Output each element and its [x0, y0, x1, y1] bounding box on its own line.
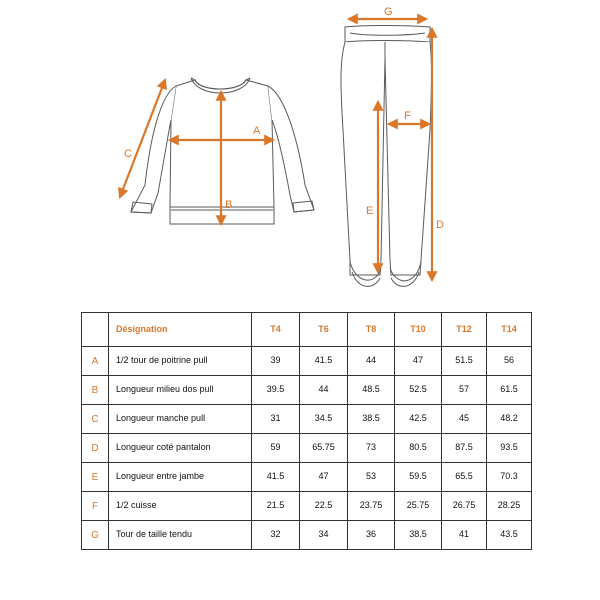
- label-e: E: [366, 205, 374, 217]
- header-size-t4: T4: [252, 313, 300, 347]
- header-size-t12: T12: [442, 313, 487, 347]
- row-value-t12: 26.75: [442, 492, 487, 521]
- row-value-t4: 21.5: [252, 492, 300, 521]
- table-header-row: [82, 313, 532, 347]
- header-letter-cell: [82, 313, 109, 347]
- trousers-drawing: [341, 26, 432, 287]
- row-value-t4: 59: [252, 434, 300, 463]
- row-value-t8: 48.5: [348, 376, 395, 405]
- row-value-t12: 51.5: [442, 347, 487, 376]
- row-value-t4: 32: [252, 521, 300, 550]
- row-value-t6: 65.75: [300, 434, 348, 463]
- row-value-t12: 87.5: [442, 434, 487, 463]
- label-a: A: [253, 125, 261, 137]
- table-row: [82, 376, 532, 405]
- table-body: [82, 347, 532, 550]
- row-value-t8: 23.75: [348, 492, 395, 521]
- row-letter: C: [82, 405, 109, 434]
- row-letter: D: [82, 434, 109, 463]
- row-value-t14: 56: [487, 347, 532, 376]
- row-value-t14: 28.25: [487, 492, 532, 521]
- row-value-t8: 44: [348, 347, 395, 376]
- row-value-t8: 53: [348, 463, 395, 492]
- row-value-t14: 43.5: [487, 521, 532, 550]
- header-size-t10: T10: [395, 313, 442, 347]
- row-value-t14: 61.5: [487, 376, 532, 405]
- table-row: [82, 434, 532, 463]
- row-designation: Tour de taille tendu: [109, 521, 252, 550]
- row-value-t6: 44: [300, 376, 348, 405]
- row-value-t4: 31: [252, 405, 300, 434]
- row-value-t6: 41.5: [300, 347, 348, 376]
- row-value-t6: 34: [300, 521, 348, 550]
- row-designation: Longueur entre jambe: [109, 463, 252, 492]
- row-letter: G: [82, 521, 109, 550]
- label-f: F: [404, 110, 411, 122]
- measurement-g: [349, 6, 426, 19]
- row-value-t4: 41.5: [252, 463, 300, 492]
- row-value-t6: 47: [300, 463, 348, 492]
- table-row: [82, 492, 532, 521]
- table-row: [82, 463, 532, 492]
- row-designation: 1/2 cuisse: [109, 492, 252, 521]
- row-letter: B: [82, 376, 109, 405]
- row-value-t6: 34.5: [300, 405, 348, 434]
- row-value-t10: 25.75: [395, 492, 442, 521]
- row-value-t12: 57: [442, 376, 487, 405]
- row-value-t6: 22.5: [300, 492, 348, 521]
- row-value-t10: 42.5: [395, 405, 442, 434]
- row-letter: E: [82, 463, 109, 492]
- row-designation: Longueur coté pantalon: [109, 434, 252, 463]
- row-letter: F: [82, 492, 109, 521]
- table-row: [82, 521, 532, 550]
- row-value-t14: 93.5: [487, 434, 532, 463]
- size-chart-table: [81, 312, 532, 550]
- row-value-t4: 39: [252, 347, 300, 376]
- row-designation: 1/2 tour de poitrine pull: [109, 347, 252, 376]
- row-value-t10: 38.5: [395, 521, 442, 550]
- row-value-t12: 45: [442, 405, 487, 434]
- measurement-d: [432, 29, 444, 280]
- table-row: [82, 405, 532, 434]
- row-value-t10: 59.5: [395, 463, 442, 492]
- table-row: [82, 347, 532, 376]
- row-value-t12: 65.5: [442, 463, 487, 492]
- row-value-t14: 48.2: [487, 405, 532, 434]
- row-value-t8: 36: [348, 521, 395, 550]
- row-designation: Longueur manche pull: [109, 405, 252, 434]
- row-value-t8: 73: [348, 434, 395, 463]
- row-value-t10: 47: [395, 347, 442, 376]
- row-value-t12: 41: [442, 521, 487, 550]
- row-value-t10: 80.5: [395, 434, 442, 463]
- row-value-t8: 38.5: [348, 405, 395, 434]
- header-size-t6: T6: [300, 313, 348, 347]
- row-value-t10: 52.5: [395, 376, 442, 405]
- label-d: D: [436, 219, 444, 231]
- row-value-t4: 39.5: [252, 376, 300, 405]
- row-designation: Longueur milieu dos pull: [109, 376, 252, 405]
- header-size-t8: T8: [348, 313, 395, 347]
- row-letter: A: [82, 347, 109, 376]
- header-size-t14: T14: [487, 313, 532, 347]
- label-c: C: [124, 148, 132, 160]
- header-designation: Désignation: [109, 313, 252, 347]
- label-b: B: [225, 199, 233, 211]
- row-value-t14: 70.3: [487, 463, 532, 492]
- label-g: G: [384, 6, 393, 18]
